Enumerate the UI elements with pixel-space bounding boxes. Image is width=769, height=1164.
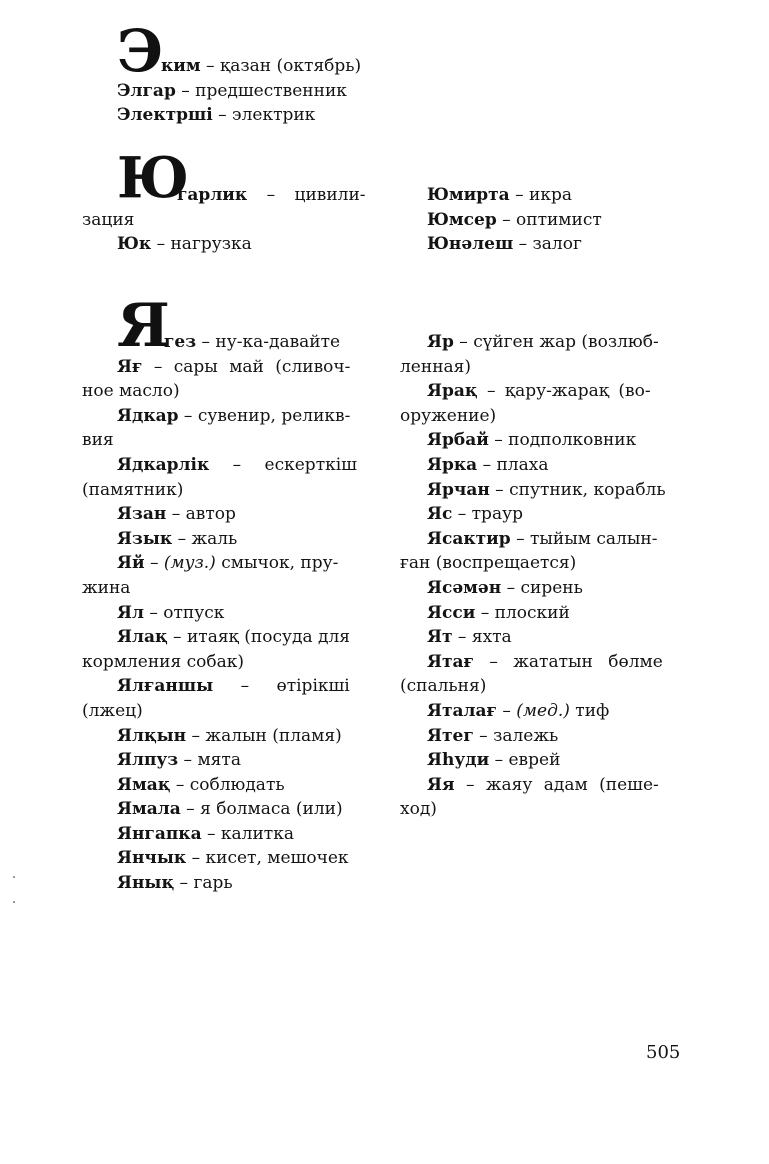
entry-translation: смычок, пру- [215,553,339,574]
entry-translation: – еврей [489,750,561,771]
entry [400,650,700,699]
entry-translation: – итаяқ (посуда для [167,627,350,648]
entry-headword: Ярақ [427,381,478,402]
entry [400,576,700,601]
page-number: 505 [646,1042,681,1063]
entry [82,773,382,798]
entry-headword: ким [161,56,201,76]
margin-dot [13,901,15,903]
entry-continuation: ход) [400,799,437,820]
entry-translation: – мята [178,750,241,771]
entry [82,453,382,502]
entry-headword: Ямала [117,799,181,820]
entry-translation: – сары май (сливоч- [142,356,351,377]
entry [82,355,382,404]
entry-translation: – қазан (октябрь) [200,56,362,76]
margin-dot [13,876,15,878]
entry [82,822,382,847]
entry [400,379,700,428]
entry [82,527,382,552]
entry-translation: – отпуск [143,602,225,623]
entry-translation: – ескерткіш [209,454,357,475]
entry-headword: Ялпуз [117,750,179,771]
entry-translation: – подполковник [488,430,637,451]
entry-translation: – ну-ка-давайте [196,332,341,352]
entry [400,478,700,503]
entry-translation: – плоский [475,602,570,623]
entry [82,232,382,257]
entry-continuation: ған (воспрещается) [400,553,577,574]
entry-headword: Ярчан [427,479,490,500]
entry [400,502,700,527]
section-ya-left-column [82,330,382,896]
entry-translation: – залежь [473,725,559,746]
entry-headword: Язан [117,504,167,525]
entry-headword: Ядкар [117,405,179,426]
entry-translation: – тыйым салын- [510,528,658,549]
entry-headword: Яр [427,332,454,352]
entry-headword: Яй [117,553,145,574]
entry-continuation: (спальня) [400,676,487,697]
entry [427,183,689,208]
entry-translation: – яхта [452,627,512,648]
entry-continuation: (лжец) [82,700,143,721]
entry-headword: Электрші [117,105,213,126]
entry [400,724,700,749]
entry-translation: – калитка [201,823,294,844]
entry-headword: Юк [117,234,152,255]
drop-letter-ya: Я [117,291,170,361]
entry-translation: – икра [509,185,572,205]
entry-continuation: жина [82,577,131,598]
entry-headword: гарлик [177,185,248,205]
entry-headword: Элгар [117,80,176,101]
entry [400,453,700,478]
entry-translation: – сүйген жар (возлюб- [453,332,659,352]
entry-dash: – [496,700,517,721]
entry-headword: Ярка [427,454,478,475]
entry-headword: Язык [117,528,173,549]
entry-headword: Юмсер [427,209,497,230]
drop-letter-e: Э [117,17,164,85]
entry-translation: – я болмаса (или) [180,799,343,820]
entry-continuation: кормления собак) [82,651,244,672]
entry-continuation: зация [82,209,135,230]
entry [400,748,700,773]
entry-continuation: оружение) [400,405,497,426]
section-e-column [117,54,417,128]
entry-translation: – сувенир, реликв- [178,405,351,426]
entry-continuation: ное масло) [82,381,180,402]
entry-headword: Яһуди [427,750,490,771]
entry-headword: Ялғаншы [117,676,214,697]
entry [82,404,382,453]
entry-headword: Ял [117,602,144,623]
entry-translation: тиф [569,700,610,721]
entry [82,601,382,626]
entry-headword: Янчык [117,848,187,869]
section-yu-left-column [82,183,382,257]
entry-continuation: ленная) [400,356,472,377]
entry-headword: Ятег [427,725,474,746]
entry [117,103,417,128]
entry-headword: Яталағ [427,700,497,721]
entry-continuation: вия [82,430,114,451]
entry-translation: – залог [513,234,582,255]
entry-translation: – предшественник [175,80,347,101]
entry [400,699,700,724]
entry-translation: – өтірікші [213,676,350,697]
entry-headword: Ялақ [117,627,168,648]
entry [82,797,382,822]
entry-headword: Яғ [117,356,143,377]
entry-headword: Ясси [427,602,476,623]
entry-translation: – соблюдать [170,774,285,795]
entry-headword: Ятағ [427,651,474,672]
entry-translation: – спутник, корабль [489,479,666,500]
entry-translation: – траур [452,504,523,525]
entry-headword: Ядкарлік [117,454,210,475]
entry-headword: Янгапка [117,823,202,844]
entry [82,846,382,871]
entry-headword: гез [164,332,197,352]
entry [400,601,700,626]
section-yu-right-column [427,183,689,257]
entry-headword: Янық [117,873,175,894]
entry [82,871,382,896]
entry [400,527,700,576]
entry-headword: Ярбай [427,430,489,451]
entry-continuation: (памятник) [82,479,184,500]
entry [400,428,700,453]
entry-translation: – оптимист [496,209,602,230]
entry-translation: – плаха [477,454,549,475]
entry [427,232,689,257]
entry [400,330,700,379]
entry-translation: – гарь [174,873,233,894]
entry-headword: Юмирта [427,185,510,205]
entry-translation: – нагрузка [151,234,252,255]
entry-translation: – электрик [212,105,316,126]
entry-label-italic: (муз.) [163,553,216,574]
entry-translation: – автор [166,504,236,525]
entry-translation: – жаяу адам (пеше- [454,774,659,795]
entry [82,551,382,600]
entry-translation: – кисет, мешочек [186,848,349,869]
entry-translation: – қару-жарақ (во- [477,381,651,402]
entry [82,724,382,749]
entry-headword: Ямақ [117,774,171,795]
entry [82,625,382,674]
entry-label-italic: (мед.) [516,700,570,721]
entry [82,502,382,527]
entry [82,674,382,723]
entry [117,54,417,79]
entry-headword: Яя [427,774,455,795]
entry [400,625,700,650]
entry-headword: Юнәлеш [427,234,514,255]
section-ya-right-column [400,330,700,822]
entry-translation: – цивили- [247,185,366,205]
entry-headword: Ят [427,627,453,648]
entry-dash: – [144,553,164,574]
entry [117,79,417,104]
entry [82,183,382,232]
entry-translation: – сирень [501,577,583,598]
entry [427,208,689,233]
entry [82,748,382,773]
entry-headword: Ясәмән [427,577,502,598]
entry-headword: Ясактир [427,528,511,549]
entry-translation: – жататын бөлме [473,651,663,672]
entry [400,773,700,822]
entry [82,330,382,355]
drop-letter-yu: Ю [117,145,190,211]
entry-headword: Яс [427,504,453,525]
entry-headword: Ялқын [117,725,187,746]
entry-translation: – жалын (пламя) [186,725,342,746]
entry-translation: – жаль [172,528,238,549]
